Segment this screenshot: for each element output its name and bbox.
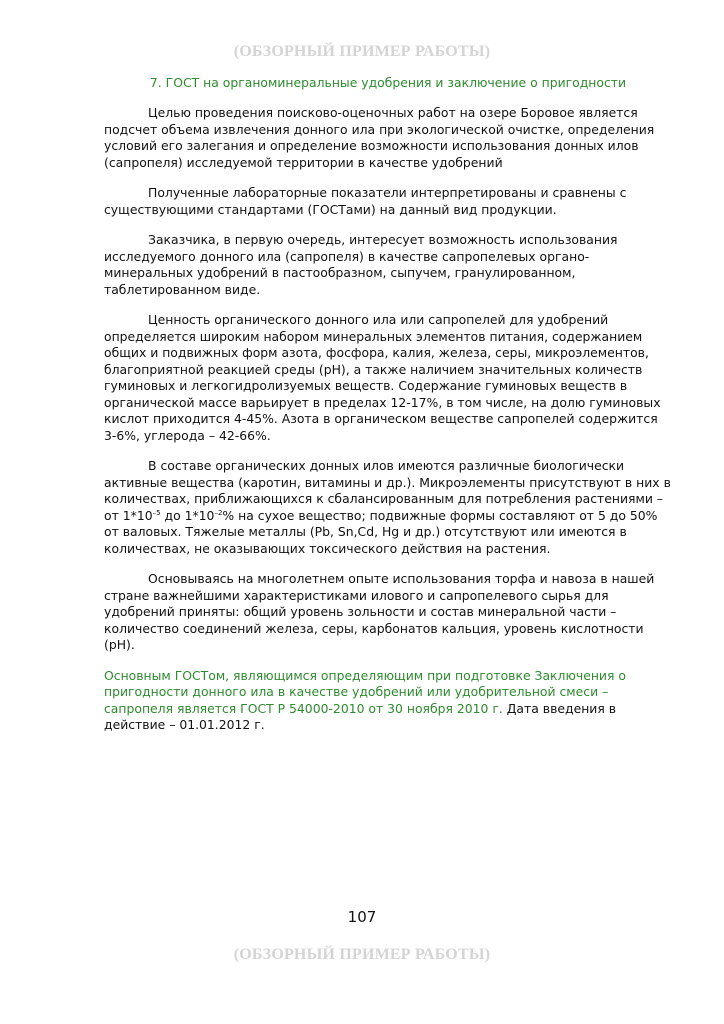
section-heading: 7. ГОСТ на органоминеральные удобрения и заключение о пригодности: [149, 75, 627, 90]
exponent-1: –5: [152, 508, 161, 517]
paragraph-5-part-1: В составе органических донных илов имеются различные биологически активные вещества (каротин, витамины и др.). Микроэлементы присутствуют в них в количествах, приближающихся к сбалансированным для потребления растениями – от 1*10: [104, 458, 671, 523]
conclusion-paragraph: [104, 668, 672, 734]
conclusion-date-text: Дата введения в действие – 01.01.2012 г.: [104, 700, 617, 732]
paragraph-4: Ценность органического донного ила или сапропелей для удобрений определяется широким набором минеральных элементов питания, содержанием общих и подвижных форм азота, фосфора, калия, железа, серы, микроэлементов, благоприятной реакцией среды (pH), а также наличием значительных количеств гуминовых и легкогидролизуемых веществ. Содержание гуминовых веществ в органической массе варьирует в пределах 12-17%, в том числе, на долю гуминовых кислот приходится 4-45%. Азота в органическом веществе сапропелей содержится 3-6%, углерода – 42-66%.: [104, 312, 661, 443]
paragraph-2: Полученные лабораторные показатели интерпретированы и сравнены с существующими стандартами (ГОСТами) на данный вид продукции.: [104, 185, 627, 217]
watermark-bottom: (ОБЗОРНЫЙ ПРИМЕР РАБОТЫ): [233, 946, 491, 963]
paragraph-1: Целью проведения поисково-оценочных работ на озере Боровое является подсчет объема извлечения донного ила при экологической очистке, определения условий его залегания и определение возможности использования донных илов (сапропеля) исследуемой территории в качестве удобрений: [104, 105, 655, 170]
paragraph-6: Основываясь на многолетнем опыте использования торфа и навоза в нашей стране важнейшими характеристиками илового и сапропелевого сырья для удобрений приняты: общий уровень зольности и состав минеральной части – количество соединений железа, серы, карбонатов кальция, уровень кислотности (pH).: [104, 571, 655, 652]
paragraph-5-part-2: до 1*10: [160, 507, 215, 523]
paragraph-5-part-3: % на сухое вещество; подвижные формы составляют от 5 до 50% от валовых. Тяжелые металлы (Pb, Sn,Cd, Hg и др.) отсутствуют или имеются в количествах, не оказывающих токсического действия на растения.: [104, 507, 658, 556]
page-content: [104, 75, 672, 748]
paragraph-5: [104, 458, 672, 557]
paragraph-3: Заказчика, в первую очередь, интересует возможность использования исследуемого донного ила (сапропеля) в качестве сапропелевых органо-минеральных удобрений в пастообразном, сыпучем, гранулированном, таблетированном виде.: [104, 232, 618, 297]
conclusion-gost-text: Основным ГОСТом, являющимся определяющим при подготовке Заключения о пригодности донного ила в качестве удобрений или удобрительной смеси – сапропеля является ГОСТ Р 54000-2010 от 30 ноября 2010 г.: [104, 667, 626, 716]
exponent-2: –2: [214, 508, 223, 517]
watermark-top: (ОБЗОРНЫЙ ПРИМЕР РАБОТЫ): [233, 43, 491, 60]
page-number: 107: [347, 908, 377, 926]
